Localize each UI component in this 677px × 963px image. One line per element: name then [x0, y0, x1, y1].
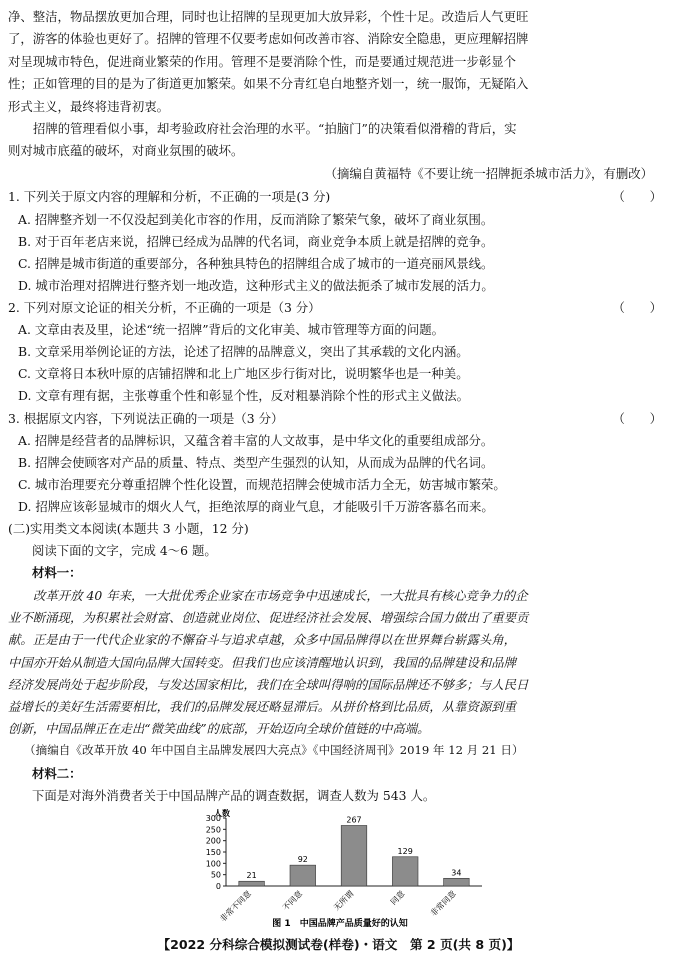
bar [239, 881, 265, 886]
bar-value-label: 34 [451, 868, 462, 878]
x-tick-label: 非常不同意 [218, 889, 254, 924]
bar-value-label: 92 [297, 855, 308, 865]
y-tick-label: 150 [205, 848, 221, 857]
answer-paren: （ ） [612, 411, 662, 426]
passage-line: 性；正如管理的目的是为了街道更加繁荣。如果不分青红皂白地整齐划一，统一服饰，无疑陷入 [8, 76, 529, 92]
question-text: 2. 下列对原文论证的相关分析，不正确的一项是（3 分） [8, 300, 321, 315]
chart-svg [190, 808, 490, 928]
question-3-stem [8, 409, 662, 427]
chart-title: 图 1 中国品牌产品质量好的认知 [272, 919, 408, 928]
option-3b: B. 招牌会使顾客对产品的质量、特点、类型产生强烈的认知，从而成为品牌的代名词。 [18, 455, 494, 470]
passage-line: 则对城市底蕴的破坏，对商业氛围的破坏。 [8, 143, 244, 159]
passage-paragraph-2 [8, 118, 662, 163]
option-2d: D. 文章有理有据，主张尊重个性和彰显个性，反对粗暴消除个性的形式主义做法。 [18, 388, 470, 403]
material-line: 经济发展尚处于起步阶段，与发达国家相比，我们在全球叫得响的国际品牌还不够多；与人民日 [8, 676, 529, 692]
material-line: 创新，中国品牌正在走出“微笑曲线”的底部，开始迈向全球价值链的中高端。 [8, 721, 430, 737]
option-2b: B. 文章采用举例论证的方法，论述了招牌的品牌意义，突出了其承载的文化内涵。 [18, 344, 469, 359]
material-2-intro: 下面是对海外消费者关于中国品牌产品的调查数据，调查人数为 543 人。 [32, 788, 436, 803]
passage-line: 形式主义，最终将违背初衷。 [8, 98, 170, 114]
bar [444, 878, 470, 886]
option-1b: B. 对于百年老店来说，招牌已经成为品牌的代名词，商业竞争本质上就是招牌的竞争。 [18, 234, 494, 249]
passage-line: 对呈现城市特色，促进商业繁荣的作用。管理不是要消除个性，而是要通过规范进一步彰显个 [8, 53, 517, 69]
passage-line: 招牌的管理看似小事，却考验政府社会治理的水平。“拍脑门”的决策看似滑稽的背后，实 [33, 121, 517, 136]
x-tick-label: 无所谓 [332, 889, 356, 913]
material-line: 益增长的美好生活需要相比，我们的品牌发展还略显滞后。从拼价格到比品质，从靠资源到重 [8, 699, 517, 715]
bar-value-label: 267 [346, 815, 362, 825]
bar-chart [190, 808, 490, 928]
question-text: 3. 根据原文内容，下列说法正确的一项是（3 分） [8, 411, 284, 426]
option-1a: A. 招牌整齐划一不仅没起到美化市容的作用，反而消除了繁荣气象，破坏了商业氛围。 [18, 212, 494, 227]
material-1-title: 材料一： [32, 565, 82, 580]
option-3d: D. 招牌应该彰显城市的烟火人气，拒绝浓厚的商业气息，才能吸引千万游客慕名而来。 [18, 499, 494, 514]
section-heading: (二)实用类文本阅读(本题共 3 小题，12 分) [8, 521, 249, 536]
option-1c: C. 招牌是城市街道的重要部分，各种独具特色的招牌组合成了城市的一道亮丽风景线。 [18, 256, 494, 271]
section-instruction: 阅读下面的文字，完成 4～6 题。 [32, 543, 217, 558]
bar-value-label: 21 [246, 871, 257, 881]
passage-paragraph-1 [8, 6, 662, 118]
y-tick-label: 0 [215, 882, 221, 891]
option-2c: C. 文章将日本秋叶原的店铺招牌和北上广地区步行街对比，说明繁华也是一种美。 [18, 366, 469, 381]
y-tick-label: 300 [205, 814, 221, 823]
passage-source: （摘编自黄福特《不要让统一招牌扼杀城市活力》，有删改） [324, 166, 653, 181]
material-1-body [8, 585, 662, 740]
x-tick-label: 同意 [388, 889, 407, 907]
material-line: 中国亦开始从制造大国向品牌大国转变。但我们也应该清醒地认识到，我国的品牌建设和品牌 [8, 654, 517, 670]
option-3c: C. 城市治理要充分尊重招牌个性化设置，而规范招牌会使城市活力全无，妨害城市繁荣。 [18, 477, 506, 492]
passage-line: 了，游客的体验也更好了。招牌的管理不仅要考虑如何改善市容、消除安全隐患，更应理解招牌 [8, 31, 529, 47]
x-tick-label: 不同意 [280, 889, 305, 913]
bar [290, 865, 316, 886]
x-tick-label: 非常同意 [428, 889, 458, 919]
bar-value-label: 129 [397, 846, 413, 856]
question-text: 1. 下列关于原文内容的理解和分析，不正确的一项是(3 分) [8, 189, 331, 204]
material-line: 业不断涌现，为积累社会财富、创造就业岗位、促进经济社会发展、增强综合国力做出了重要贡 [8, 610, 529, 626]
y-tick-label: 200 [205, 836, 221, 846]
answer-paren: （ ） [612, 300, 662, 315]
bar [392, 857, 418, 886]
answer-paren: （ ） [612, 189, 662, 204]
y-axis-label: 人数 [214, 809, 230, 818]
question-1-stem [8, 187, 662, 205]
material-1-source: （摘编自《改革开放 40 年中国自主品牌发展四大亮点》《中国经济周刊》2019 年 12 月 21 日） [24, 743, 524, 757]
material-line: 献。正是由于一代代企业家的不懈奋斗与追求卓越，众多中国品牌得以在世界舞台崭露头角， [8, 632, 517, 648]
material-line: 改革开放 40 年来，一大批优秀企业家在市场竞争中迅速成长，一大批具有核心竞争力的企 [33, 588, 528, 603]
question-2-stem [8, 298, 662, 316]
y-tick-label: 100 [205, 859, 221, 869]
option-3a: A. 招牌是经营者的品牌标识，又蕴含着丰富的人文故事，是中华文化的重要组成部分。 [18, 433, 494, 448]
option-2a: A. 文章由表及里，论述“统一招牌”背后的文化审美、城市管理等方面的问题。 [18, 322, 444, 337]
page-footer: 【2022 分科综合模拟测试卷(样卷)・语文 第 2 页(共 8 页)】 [157, 937, 520, 952]
option-1d: D. 城市治理对招牌进行整齐划一地改造，这种形式主义的做法扼杀了城市发展的活力。 [18, 278, 494, 293]
passage-line: 净、整洁，物品摆放更加合理，同时也让招牌的呈现更加大放异彩，个性十足。改造后人气更旺 [8, 9, 529, 24]
y-tick-label: 250 [205, 825, 221, 835]
y-tick-label: 50 [210, 870, 221, 880]
material-2-title: 材料二： [32, 766, 82, 781]
bar [341, 825, 367, 886]
